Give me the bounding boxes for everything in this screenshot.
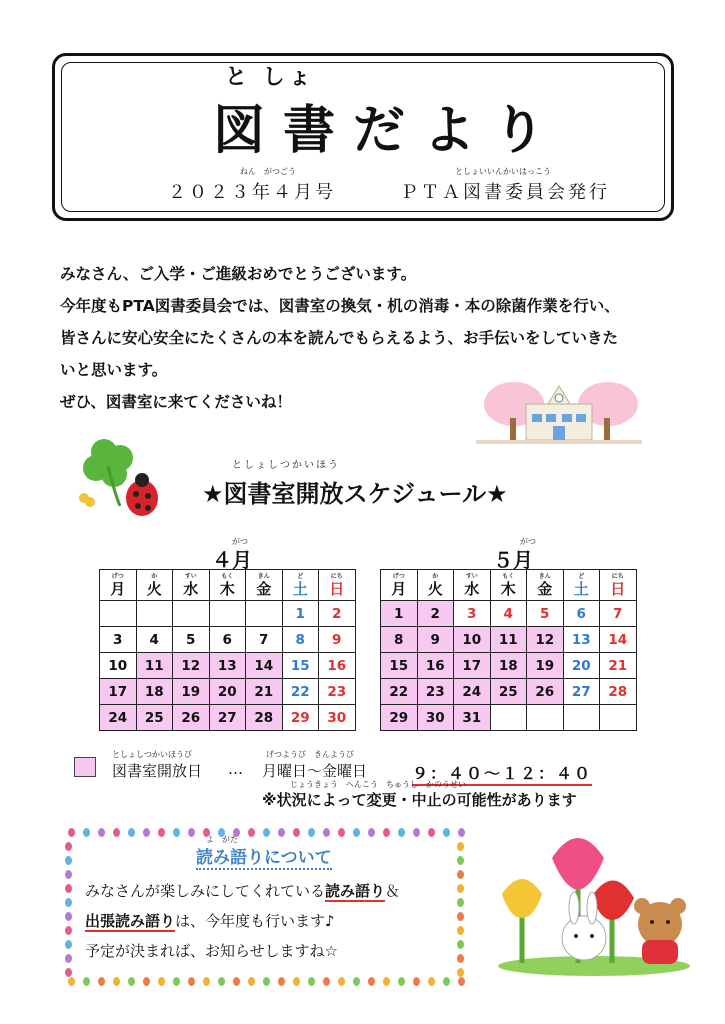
weekday-ruby: か: [151, 572, 158, 580]
weekday-label: 火: [427, 579, 443, 598]
border-dot: [68, 977, 75, 986]
border-dot: [457, 898, 464, 907]
calendar-day: 13: [209, 653, 246, 679]
legend-label: 図書室開放日: [112, 762, 203, 780]
weekday-label: 日: [610, 579, 626, 598]
weekday-ruby: もく: [502, 572, 515, 580]
weekday-ruby: ど: [578, 572, 585, 580]
calendar-day: 24: [100, 705, 137, 731]
weekday-ruby: きん: [538, 572, 551, 580]
calendar-day: 1: [282, 601, 319, 627]
border-dot: [158, 828, 165, 837]
calendar-day: 2: [319, 601, 356, 627]
border-dot: [65, 954, 72, 963]
border-dot: [65, 940, 72, 949]
border-dot: [383, 828, 390, 837]
calendar-day: 23: [319, 679, 356, 705]
border-dot: [143, 828, 150, 837]
calendar-day: 12: [527, 627, 564, 653]
reading-highlight: 出張読み語り: [85, 912, 176, 930]
border-dot: [278, 977, 285, 986]
border-dot: [83, 828, 90, 837]
border-dot: [248, 977, 255, 986]
border-dot: [65, 884, 72, 893]
calendar-day: 22: [381, 679, 418, 705]
legend-days: 月曜日～金曜日: [262, 762, 368, 780]
calendar-day: 21: [600, 653, 637, 679]
calendar-day: 5: [173, 627, 210, 653]
calendar-day: 15: [282, 653, 319, 679]
calendar-day: 13: [563, 627, 600, 653]
calendar-empty-cell: [600, 705, 637, 731]
border-dot: [457, 870, 464, 879]
calendar-day: 23: [417, 679, 454, 705]
border-dot: [98, 977, 105, 986]
calendar-day: 19: [173, 679, 210, 705]
calendar-day: 3: [454, 601, 491, 627]
weekday-label: 水: [464, 579, 480, 598]
calendar-day: 3: [100, 627, 137, 653]
calendar-day: 4: [490, 601, 527, 627]
weekday-label: 月: [110, 579, 126, 598]
border-dot: [263, 828, 270, 837]
border-dot: [338, 828, 345, 837]
calendar-day: 9: [417, 627, 454, 653]
reading-title-ruby: よ がた: [206, 835, 238, 844]
schedule-title: ★図書室開放スケジュール★: [202, 480, 508, 508]
calendar-empty-cell: [100, 601, 137, 627]
calendar-day: 29: [381, 705, 418, 731]
weekday-label: 土: [573, 579, 589, 598]
calendar-day: 10: [454, 627, 491, 653]
calendar-day: 28: [246, 705, 283, 731]
calendar-empty-cell: [490, 705, 527, 731]
border-dot: [65, 912, 72, 921]
weekday-header: [417, 570, 454, 601]
calendar-empty-cell: [246, 601, 283, 627]
border-dot: [323, 977, 330, 986]
may-month-ruby: がつ: [520, 537, 536, 546]
clover-illustration: [74, 436, 166, 526]
title-ruby: と しょ: [225, 65, 315, 90]
calendar-day: 12: [173, 653, 210, 679]
weekday-header: [600, 570, 637, 601]
legend-dots: …: [228, 760, 243, 778]
school-illustration: [476, 374, 642, 446]
border-dot: [353, 977, 360, 986]
border-dot: [128, 977, 135, 986]
border-dot: [458, 977, 465, 986]
calendar-day: 20: [209, 679, 246, 705]
calendar-day: 6: [563, 601, 600, 627]
weekday-header: [209, 570, 246, 601]
border-dot: [248, 828, 255, 837]
border-dot: [173, 977, 180, 986]
calendar-day: 16: [319, 653, 356, 679]
reading-highlight: 読み語り: [325, 882, 386, 900]
calendar-empty-cell: [209, 601, 246, 627]
border-dot: [457, 968, 464, 977]
border-dot: [368, 828, 375, 837]
border-dot: [413, 828, 420, 837]
weekday-ruby: すい: [184, 572, 197, 580]
calendar-day: 14: [246, 653, 283, 679]
calendar-day: 8: [381, 627, 418, 653]
border-dot: [143, 977, 150, 986]
may-calendar: [380, 569, 637, 731]
weekday-label: 火: [146, 579, 162, 598]
calendar-day: 20: [563, 653, 600, 679]
border-dot: [65, 856, 72, 865]
notice-text: ※状況によって変更・中止の可能性があります: [262, 791, 577, 809]
calendar-day: 1: [381, 601, 418, 627]
weekday-header: [100, 570, 137, 601]
weekday-header: [563, 570, 600, 601]
calendar-day: 27: [563, 679, 600, 705]
weekday-ruby: げつ: [111, 572, 124, 580]
weekday-ruby: すい: [465, 572, 478, 580]
note-ruby: じょうきょう へんこう ちゅうし かのうせい: [290, 780, 466, 789]
calendar-day: 25: [136, 705, 173, 731]
calendar-day: 21: [246, 679, 283, 705]
border-dot: [458, 828, 465, 837]
calendar-day: 8: [282, 627, 319, 653]
calendar-empty-cell: [563, 705, 600, 731]
calendar-day: 7: [246, 627, 283, 653]
calendar-day: 11: [136, 653, 173, 679]
border-dot: [173, 828, 180, 837]
tulip-animals-illustration: [492, 828, 696, 978]
border-dot: [233, 977, 240, 986]
page-title: 図書だより: [213, 101, 564, 161]
calendar-day: 28: [600, 679, 637, 705]
weekday-header: [490, 570, 527, 601]
intro-line: いと思います。: [60, 361, 168, 379]
border-dot: [128, 828, 135, 837]
calendar-empty-cell: [527, 705, 564, 731]
border-dot: [188, 828, 195, 837]
legend-days-ruby: げつようび きんようび: [266, 750, 354, 759]
weekday-header: [173, 570, 210, 601]
border-dot: [457, 856, 464, 865]
border-dot: [113, 977, 120, 986]
calendar-day: 17: [100, 679, 137, 705]
calendar-day: 24: [454, 679, 491, 705]
calendar-day: 30: [319, 705, 356, 731]
border-dot: [383, 977, 390, 986]
weekday-ruby: にち: [611, 572, 624, 580]
calendar-day: 25: [490, 679, 527, 705]
calendar-empty-cell: [173, 601, 210, 627]
border-dot: [65, 926, 72, 935]
border-dot: [203, 977, 210, 986]
reading-text: は、今年度も行います♪: [175, 912, 335, 930]
calendar-day: 26: [173, 705, 210, 731]
border-dot: [308, 828, 315, 837]
intro-line: みなさん、ご入学・ご進級おめでとうございます。: [60, 265, 417, 283]
border-dot: [65, 968, 72, 977]
border-dot: [428, 828, 435, 837]
calendar-day: 16: [417, 653, 454, 679]
calendar-day: 31: [454, 705, 491, 731]
april-month-ruby: がつ: [232, 537, 248, 546]
calendar-day: 5: [527, 601, 564, 627]
border-dot: [443, 828, 450, 837]
legend-label-ruby: としょしつかいほうび: [112, 750, 192, 759]
weekday-ruby: ど: [297, 572, 304, 580]
calendar-day: 29: [282, 705, 319, 731]
border-dot: [338, 977, 345, 986]
weekday-label: 木: [219, 579, 235, 598]
border-dot: [457, 954, 464, 963]
weekday-label: 金: [256, 579, 272, 598]
weekday-label: 木: [500, 579, 516, 598]
open-day-swatch: [74, 757, 96, 777]
border-dot: [398, 977, 405, 986]
border-dot: [65, 842, 72, 851]
weekday-header: [282, 570, 319, 601]
reading-line: [85, 910, 335, 931]
weekday-label: 日: [329, 579, 345, 598]
weekday-header: [319, 570, 356, 601]
reading-text: ＆: [385, 882, 401, 900]
border-dot: [218, 977, 225, 986]
reading-title: 読み語りについて: [196, 843, 332, 870]
calendar-day: 30: [417, 705, 454, 731]
border-dot: [263, 977, 270, 986]
weekday-ruby: か: [432, 572, 439, 580]
weekday-ruby: きん: [257, 572, 270, 580]
schedule-title-ruby: としょしつかいほう: [232, 460, 340, 471]
weekday-header: [136, 570, 173, 601]
publisher-ruby: としょいいんかいはっこう: [455, 167, 551, 176]
calendar-day: 9: [319, 627, 356, 653]
border-dot: [457, 884, 464, 893]
border-dot: [293, 828, 300, 837]
calendar-day: 2: [417, 601, 454, 627]
calendar-day: 27: [209, 705, 246, 731]
reading-line: [85, 880, 400, 901]
calendar-day: 18: [490, 653, 527, 679]
border-dot: [398, 828, 405, 837]
calendar-day: 14: [600, 627, 637, 653]
calendar-day: 22: [282, 679, 319, 705]
weekday-label: 水: [183, 579, 199, 598]
issue-ruby: ねん がつごう: [240, 167, 296, 176]
calendar-day: 17: [454, 653, 491, 679]
border-dot: [65, 898, 72, 907]
issue-label: ２０２３年４月号: [168, 182, 336, 203]
weekday-header: [454, 570, 491, 601]
intro-line: ぜひ、図書室に来てくださいね！: [60, 393, 292, 411]
border-dot: [413, 977, 420, 986]
calendar-day: 7: [600, 601, 637, 627]
calendar-day: 6: [209, 627, 246, 653]
border-dot: [457, 842, 464, 851]
calendar-empty-cell: [136, 601, 173, 627]
weekday-ruby: にち: [330, 572, 343, 580]
calendar-day: 26: [527, 679, 564, 705]
weekday-header: [246, 570, 283, 601]
weekday-ruby: げつ: [392, 572, 405, 580]
weekday-label: 金: [537, 579, 553, 598]
border-dot: [457, 926, 464, 935]
border-dot: [98, 828, 105, 837]
border-dot: [443, 977, 450, 986]
weekday-header: [381, 570, 418, 601]
intro-line: 皆さんに安心安全にたくさんの本を読んでもらえるよう、お手伝いをしていきた: [60, 329, 619, 347]
border-dot: [158, 977, 165, 986]
reading-line: 予定が決まれば、お知らせしますね☆: [85, 942, 338, 960]
border-dot: [428, 977, 435, 986]
border-dot: [188, 977, 195, 986]
border-dot: [353, 828, 360, 837]
border-dot: [278, 828, 285, 837]
calendar-day: 18: [136, 679, 173, 705]
border-dot: [457, 940, 464, 949]
calendar-day: 10: [100, 653, 137, 679]
may-month-label: ５月: [493, 548, 533, 572]
border-dot: [113, 828, 120, 837]
calendar-day: 4: [136, 627, 173, 653]
weekday-ruby: もく: [221, 572, 234, 580]
border-dot: [68, 828, 75, 837]
reading-text: みなさんが楽しみにしてくれている: [85, 882, 326, 900]
calendar-day: 11: [490, 627, 527, 653]
border-dot: [323, 828, 330, 837]
open-hours: ９：４０～１２：４０: [412, 761, 592, 786]
border-dot: [65, 870, 72, 879]
weekday-header: [527, 570, 564, 601]
april-calendar: [99, 569, 356, 731]
border-dot: [457, 912, 464, 921]
border-dot: [308, 977, 315, 986]
calendar-day: 15: [381, 653, 418, 679]
publisher-label: ＰＴＡ図書委員会発行: [400, 182, 610, 203]
calendar-day: 19: [527, 653, 564, 679]
weekday-label: 土: [292, 579, 308, 598]
border-dot: [83, 977, 90, 986]
intro-line: 今年度もPTA図書委員会では、図書室の換気・机の消毒・本の除菌作業を行い、: [60, 297, 620, 315]
border-dot: [368, 977, 375, 986]
weekday-label: 月: [391, 579, 407, 598]
april-month-label: ４月: [212, 548, 252, 572]
border-dot: [293, 977, 300, 986]
